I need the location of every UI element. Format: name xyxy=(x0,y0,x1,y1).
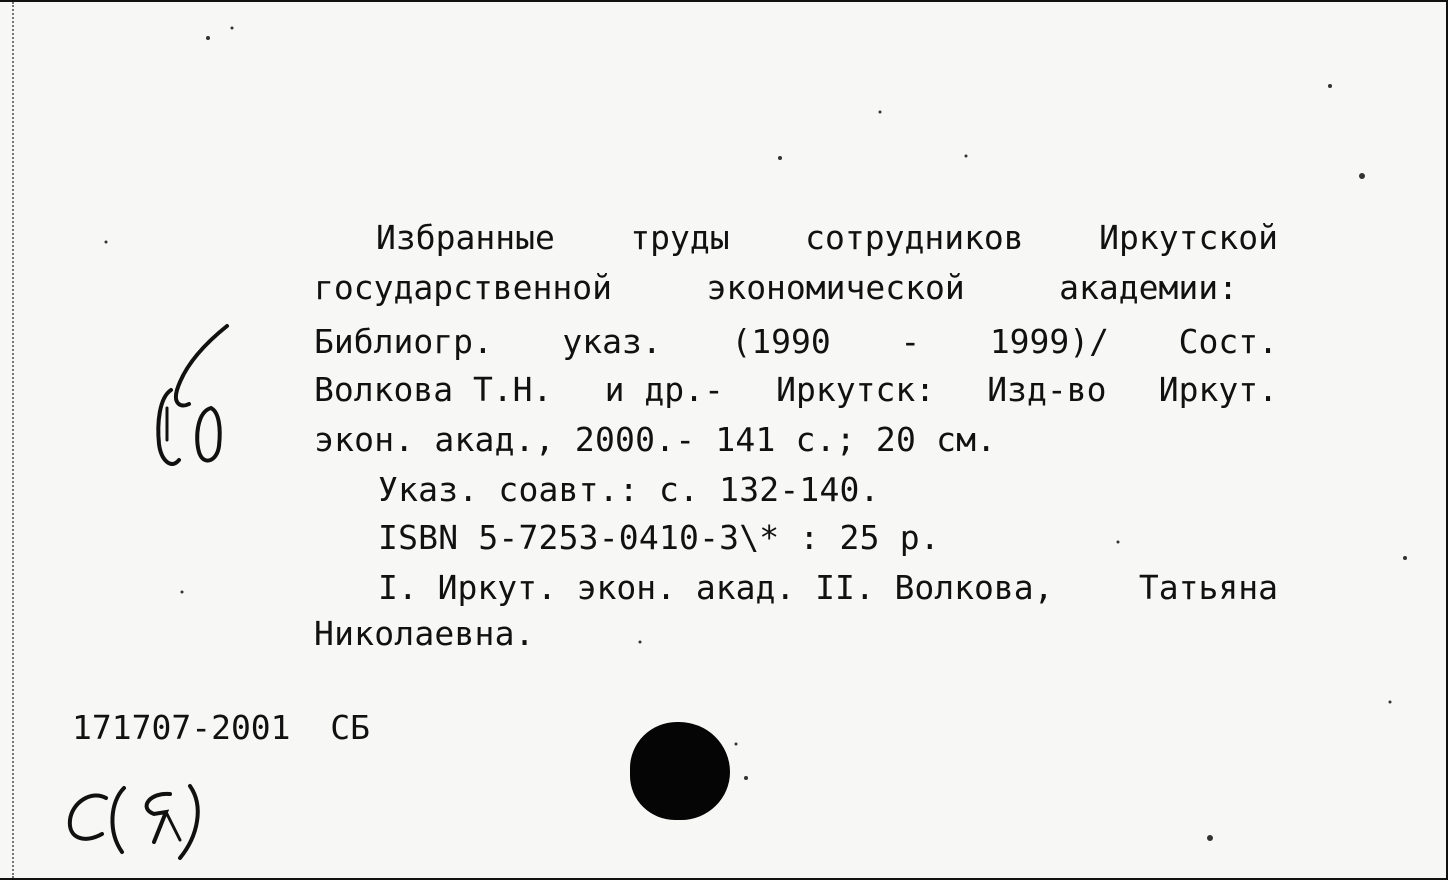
word: Волкова Т.Н. xyxy=(314,370,553,409)
word: Татьяна xyxy=(1138,568,1278,607)
card-line-7: ISBN 5-7253-0410-3\* : 25 р. xyxy=(378,518,940,557)
word: Изд-во xyxy=(987,370,1107,409)
word: академии: xyxy=(1059,268,1238,307)
word: Иркут. xyxy=(1158,370,1278,409)
word: сотрудников xyxy=(805,218,1024,257)
word: Сост. xyxy=(1178,322,1278,361)
card-line-5: экон. акад., 2000.- 141 с.; 20 см. xyxy=(314,420,997,459)
word: Библиогр. xyxy=(314,322,493,361)
scan-specks xyxy=(0,2,1448,880)
word: указ. xyxy=(562,322,662,361)
word: Иркутской xyxy=(1099,218,1278,257)
card-line-6: Указ. соавт.: с. 132-140. xyxy=(378,470,880,509)
word: Избранные xyxy=(376,218,555,257)
card-line-9: Николаевна. xyxy=(314,614,535,653)
word: I. Иркут. экон. акад. II. Волкова, xyxy=(378,568,1054,607)
word: и др.- xyxy=(604,370,724,409)
word: Иркутск: xyxy=(776,370,936,409)
word: государственной xyxy=(314,268,613,307)
shelfmark: 171707-2001 СБ xyxy=(72,708,371,747)
word: труды xyxy=(630,218,730,257)
word: экономической xyxy=(706,268,965,307)
word: - xyxy=(900,322,921,361)
word: (1990 xyxy=(731,322,831,361)
word: 1999)/ xyxy=(989,322,1110,361)
